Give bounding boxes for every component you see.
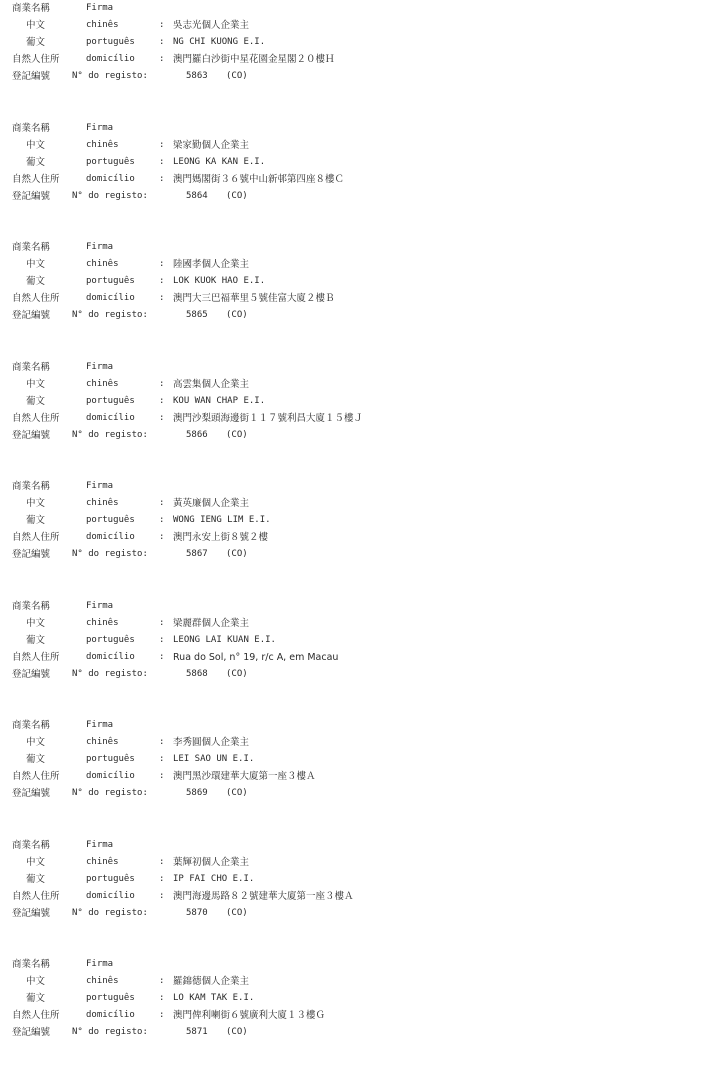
domicile-label-pt: domicílio (86, 532, 135, 542)
registration-label-pt: N° do registo: (72, 549, 148, 559)
separator: : (159, 276, 165, 286)
registration-type: (CO) (226, 788, 248, 798)
chinese-label-zh: 中文 (26, 617, 46, 629)
separator: : (159, 754, 165, 764)
portuguese-name-line (12, 871, 702, 888)
domicile-value: 澳門羅白沙街中星花園金星閣２０樓Ｈ (173, 54, 335, 65)
registration-type: (CO) (226, 1027, 248, 1037)
registration-label-pt: N° do registo: (72, 1027, 148, 1037)
registration-line (12, 785, 702, 802)
registration-type: (CO) (226, 549, 248, 559)
chinese-label-pt: chinês (86, 498, 119, 508)
registration-label-zh: 登記編號 (12, 788, 51, 799)
domicile-label-zh: 自然人住所 (12, 412, 60, 424)
registration-label-zh: 登記編號 (12, 1027, 51, 1038)
portuguese-label-pt: português (86, 993, 135, 1003)
registry-record (12, 837, 702, 922)
portuguese-name-value: KOU WAN CHAP E.I. (173, 395, 266, 406)
domicile-value: 澳門俾利喇街６號廣利大廈１３樓Ｇ (173, 1010, 326, 1021)
registration-number: 5865 (186, 310, 208, 320)
registration-type: (CO) (226, 190, 248, 201)
registration-label-pt: N° do registo: (72, 788, 148, 798)
firm-label-zh: 商業名稱 (12, 481, 51, 492)
registry-record (12, 359, 702, 444)
registration-label-zh: 登記編號 (12, 429, 51, 441)
firm-label-zh: 商業名稱 (12, 3, 51, 14)
domicile-label-zh: 自然人住所 (12, 173, 60, 185)
firm-header-line (12, 478, 702, 495)
domicile-value: Rua do Sol, n° 19, r/c A, em Macau (173, 651, 339, 663)
registry-record (12, 717, 702, 802)
portuguese-label-pt: português (86, 395, 135, 406)
chinese-label-pt: chinês (86, 737, 119, 747)
firm-header-line (12, 598, 702, 615)
registration-line (12, 68, 702, 85)
chinese-label-pt: chinês (86, 20, 119, 30)
registration-number: 5864 (186, 190, 208, 201)
registration-label-pt: N° do registo: (72, 668, 148, 679)
chinese-name-line (12, 137, 702, 154)
domicile-value: 澳門海邊馬路８２號建華大廈第一座３樓Ａ (173, 890, 354, 902)
portuguese-label-zh: 葡文 (26, 873, 46, 885)
registration-line (12, 1024, 702, 1041)
domicile-label-pt: domicílio (86, 771, 135, 781)
domicile-value: 澳門永安上街８號２樓 (173, 532, 269, 543)
domicile-label-pt: domicílio (86, 890, 135, 901)
firm-label-pt: Firma (86, 481, 114, 491)
domicile-label-zh: 自然人住所 (12, 890, 60, 902)
domicile-value: 澳門媽閣街３６號中山新邨第四座８樓Ｃ (173, 173, 345, 185)
domicile-value: 澳門沙梨頭海邊街１１７號利昌大廈１５樓Ｊ (173, 412, 364, 424)
portuguese-label-pt: português (86, 515, 135, 525)
chinese-label-zh: 中文 (26, 139, 46, 151)
registration-label-zh: 登記編號 (12, 71, 51, 82)
registration-label-zh: 登記編號 (12, 668, 51, 680)
firm-header-line (12, 717, 702, 734)
chinese-label-pt: chinês (86, 976, 119, 986)
firm-label-zh: 商業名稱 (12, 122, 51, 134)
registration-label-pt: N° do registo: (72, 907, 148, 918)
separator: : (159, 634, 165, 645)
separator: : (159, 139, 165, 150)
registration-number: 5866 (186, 429, 208, 440)
domicile-line (12, 51, 702, 68)
domicile-line (12, 290, 702, 307)
separator: : (159, 873, 165, 884)
chinese-name-line (12, 495, 702, 512)
firm-label-pt: Firma (86, 600, 114, 611)
registration-line (12, 546, 702, 563)
separator: : (159, 259, 165, 269)
firm-label-pt: Firma (86, 122, 114, 133)
domicile-label-zh: 自然人住所 (12, 293, 60, 304)
firm-label-pt: Firma (86, 839, 114, 850)
firm-label-pt: Firma (86, 242, 114, 252)
firm-label-zh: 商業名稱 (12, 600, 51, 612)
chinese-name-line (12, 973, 702, 990)
portuguese-name-value: LEI SAO UN E.I. (173, 754, 255, 764)
registration-label-zh: 登記編號 (12, 549, 51, 560)
registration-number: 5867 (186, 549, 208, 559)
chinese-name-value: 高雲集個人企業主 (173, 378, 250, 390)
registration-line (12, 427, 702, 444)
portuguese-name-line (12, 273, 702, 290)
registration-label-zh: 登記編號 (12, 907, 51, 919)
chinese-label-zh: 中文 (26, 259, 46, 270)
portuguese-name-value: IP FAI CHO E.I. (173, 873, 255, 884)
registration-line (12, 905, 702, 922)
registration-number: 5863 (186, 71, 208, 81)
registry-record (12, 120, 702, 205)
chinese-label-zh: 中文 (26, 856, 46, 868)
chinese-label-zh: 中文 (26, 20, 46, 31)
chinese-name-line (12, 615, 702, 632)
firm-label-pt: Firma (86, 361, 114, 372)
registration-line (12, 307, 702, 324)
chinese-name-value: 羅錦德個人企業主 (173, 976, 250, 987)
portuguese-label-pt: português (86, 873, 135, 884)
domicile-label-pt: domicílio (86, 651, 135, 662)
firm-label-pt: Firma (86, 720, 114, 730)
registration-number: 5869 (186, 788, 208, 798)
portuguese-label-zh: 葡文 (26, 276, 46, 287)
firm-header-line (12, 359, 702, 376)
separator: : (159, 856, 165, 867)
registration-type: (CO) (226, 71, 248, 81)
domicile-label-zh: 自然人住所 (12, 771, 60, 782)
separator: : (159, 293, 165, 303)
chinese-label-zh: 中文 (26, 378, 46, 390)
firm-label-zh: 商業名稱 (12, 720, 51, 731)
domicile-line (12, 768, 702, 785)
separator: : (159, 976, 165, 986)
registration-label-pt: N° do registo: (72, 429, 148, 440)
portuguese-label-zh: 葡文 (26, 37, 46, 48)
portuguese-name-line (12, 393, 702, 410)
domicile-label-zh: 自然人住所 (12, 651, 60, 663)
chinese-name-value: 葉輝初個人企業主 (173, 856, 250, 868)
registry-record (12, 0, 702, 85)
domicile-value: 澳門大三巴福華里５號佳富大廈２樓Ｂ (173, 293, 335, 304)
separator: : (159, 498, 165, 508)
registration-number: 5870 (186, 907, 208, 918)
portuguese-label-zh: 葡文 (26, 395, 46, 407)
chinese-name-line (12, 376, 702, 393)
registration-label-pt: N° do registo: (72, 71, 148, 81)
registration-number: 5868 (186, 668, 208, 679)
separator: : (159, 890, 165, 901)
domicile-label-pt: domicílio (86, 54, 135, 64)
portuguese-name-value: LEONG LAI KUAN E.I. (173, 634, 276, 645)
registration-type: (CO) (226, 310, 248, 320)
portuguese-label-pt: português (86, 156, 135, 167)
chinese-label-pt: chinês (86, 259, 119, 269)
domicile-value: 澳門黑沙環建華大廈第一座３樓Ａ (173, 771, 316, 782)
firm-label-pt: Firma (86, 959, 114, 969)
domicile-label-pt: domicílio (86, 173, 135, 184)
separator: : (159, 378, 165, 389)
registration-type: (CO) (226, 668, 248, 679)
domicile-line (12, 171, 702, 188)
chinese-name-value: 陸國孝個人企業主 (173, 259, 250, 270)
registration-type: (CO) (226, 429, 248, 440)
portuguese-name-value: LOK KUOK HAO E.I. (173, 276, 266, 286)
separator: : (159, 54, 165, 64)
registration-line (12, 666, 702, 683)
firm-header-line (12, 0, 702, 17)
domicile-line (12, 1007, 702, 1024)
firm-header-line (12, 120, 702, 137)
portuguese-label-pt: português (86, 634, 135, 645)
firm-label-pt: Firma (86, 3, 114, 13)
registration-label-pt: N° do registo: (72, 310, 148, 320)
portuguese-name-value: LO KAM TAK E.I. (173, 993, 255, 1003)
separator: : (159, 37, 165, 47)
firm-header-line (12, 956, 702, 973)
chinese-label-zh: 中文 (26, 737, 46, 748)
registry-record (12, 956, 702, 1041)
portuguese-name-line (12, 34, 702, 51)
firm-header-line (12, 837, 702, 854)
domicile-line (12, 649, 702, 666)
registry-record (12, 478, 702, 563)
separator: : (159, 1010, 165, 1020)
domicile-label-pt: domicílio (86, 412, 135, 423)
chinese-name-value: 李秀圓個人企業主 (173, 737, 250, 748)
portuguese-label-zh: 葡文 (26, 515, 46, 526)
chinese-name-value: 梁麗群個人企業主 (173, 617, 250, 629)
chinese-label-zh: 中文 (26, 498, 46, 509)
domicile-label-zh: 自然人住所 (12, 54, 60, 65)
registry-record (12, 598, 702, 683)
domicile-line (12, 888, 702, 905)
separator: : (159, 156, 165, 167)
domicile-line (12, 410, 702, 427)
separator: : (159, 617, 165, 628)
chinese-label-pt: chinês (86, 856, 119, 867)
chinese-label-zh: 中文 (26, 976, 46, 987)
separator: : (159, 737, 165, 747)
portuguese-name-line (12, 154, 702, 171)
chinese-name-value: 梁家勤個人企業主 (173, 139, 250, 151)
separator: : (159, 20, 165, 30)
portuguese-label-zh: 葡文 (26, 634, 46, 646)
portuguese-name-line (12, 512, 702, 529)
chinese-name-value: 吳志光個人企業主 (173, 20, 250, 31)
registry-record (12, 239, 702, 324)
separator: : (159, 515, 165, 525)
domicile-label-zh: 自然人住所 (12, 532, 60, 543)
portuguese-label-pt: português (86, 754, 135, 764)
portuguese-name-value: NG CHI KUONG E.I. (173, 37, 266, 47)
portuguese-label-pt: português (86, 276, 135, 286)
firm-header-line (12, 239, 702, 256)
firm-label-zh: 商業名稱 (12, 242, 51, 253)
chinese-label-pt: chinês (86, 139, 119, 150)
portuguese-name-value: WONG IENG LIM E.I. (173, 515, 271, 525)
chinese-name-line (12, 854, 702, 871)
firm-label-zh: 商業名稱 (12, 959, 51, 970)
chinese-label-pt: chinês (86, 617, 119, 628)
registration-number: 5871 (186, 1027, 208, 1037)
registration-label-zh: 登記編號 (12, 310, 51, 321)
portuguese-label-zh: 葡文 (26, 156, 46, 168)
domicile-line (12, 529, 702, 546)
separator: : (159, 651, 165, 662)
domicile-label-pt: domicílio (86, 1010, 135, 1020)
separator: : (159, 173, 165, 184)
separator: : (159, 771, 165, 781)
domicile-label-pt: domicílio (86, 293, 135, 303)
portuguese-name-line (12, 632, 702, 649)
chinese-name-line (12, 17, 702, 34)
portuguese-label-pt: português (86, 37, 135, 47)
portuguese-name-line (12, 990, 702, 1007)
registration-label-zh: 登記編號 (12, 190, 51, 202)
portuguese-name-value: LEONG KA KAN E.I. (173, 156, 266, 167)
firm-label-zh: 商業名稱 (12, 361, 51, 373)
separator: : (159, 412, 165, 423)
registration-label-pt: N° do registo: (72, 190, 148, 201)
chinese-name-line (12, 256, 702, 273)
domicile-label-zh: 自然人住所 (12, 1010, 60, 1021)
registration-line (12, 188, 702, 205)
portuguese-label-zh: 葡文 (26, 754, 46, 765)
portuguese-name-line (12, 751, 702, 768)
separator: : (159, 993, 165, 1003)
chinese-label-pt: chinês (86, 378, 119, 389)
portuguese-label-zh: 葡文 (26, 993, 46, 1004)
chinese-name-value: 黃英廉個人企業主 (173, 498, 250, 509)
registration-type: (CO) (226, 907, 248, 918)
separator: : (159, 532, 165, 542)
chinese-name-line (12, 734, 702, 751)
firm-label-zh: 商業名稱 (12, 839, 51, 851)
separator: : (159, 395, 165, 406)
